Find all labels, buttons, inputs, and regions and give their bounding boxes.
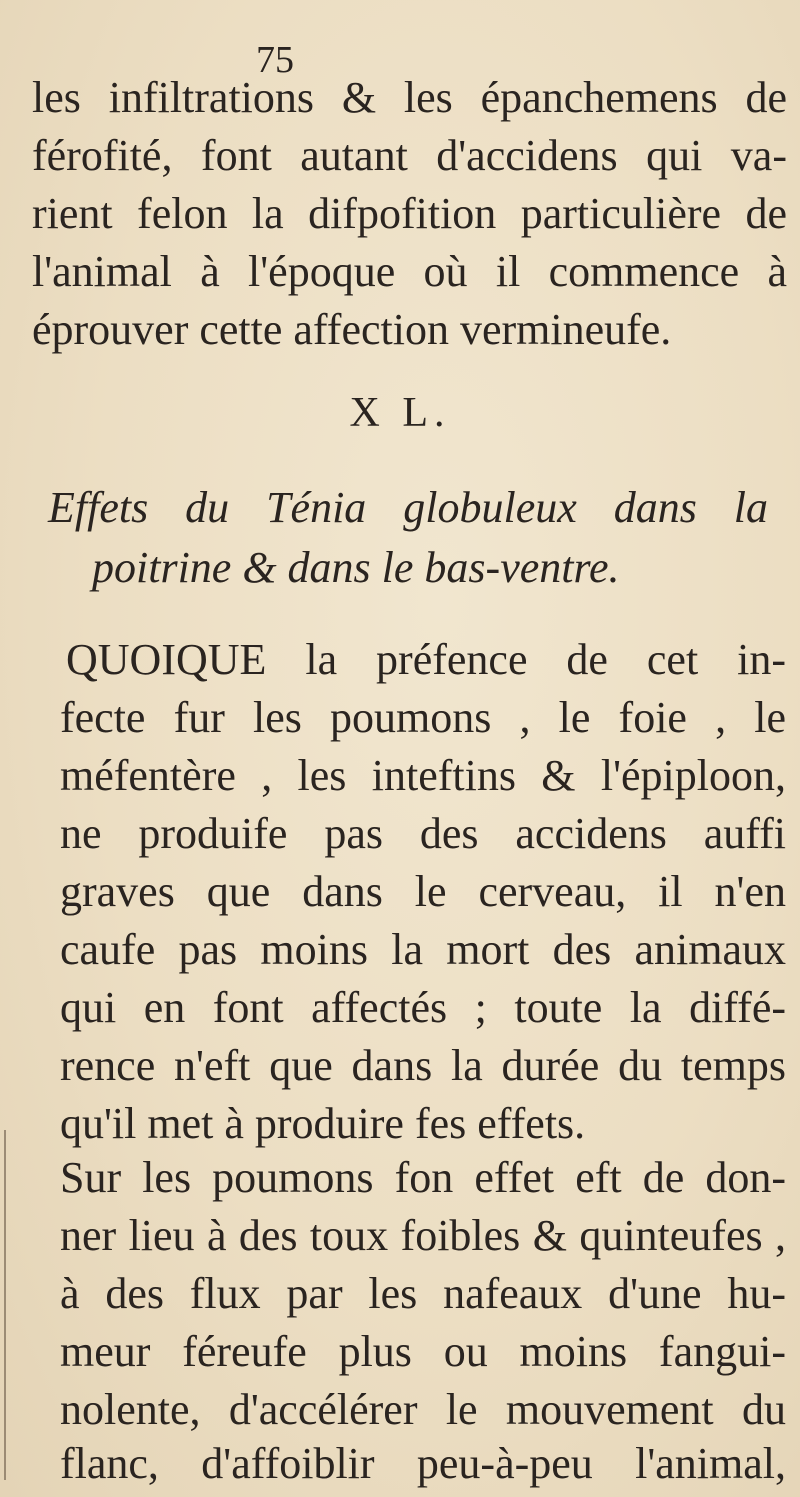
body-line-2: fecte fur les poumons , le foie , le — [60, 693, 786, 742]
body-line-8: rence n'eft que dans la durée du temps — [60, 1041, 786, 1090]
body-line-15: flanc, d'affoiblir peu-à-peu l'animal, — [60, 1439, 786, 1488]
body-line-3: méfentère , les inteftins & l'épiploon, — [60, 751, 786, 800]
intro-line-5: éprouver cette affection vermineufe. — [32, 305, 672, 354]
page-number: 75 — [256, 39, 294, 81]
section-title-line-2: poitrine & dans le bas-ventre. — [92, 543, 620, 592]
body-line-5: graves que dans le cerveau, il n'en — [60, 867, 786, 916]
intro-line-3: rient felon la difpofition particulière de — [32, 189, 787, 238]
body-line-13: meur féreufe plus ou moins fangui- — [60, 1327, 786, 1376]
page-edge-rule — [4, 1130, 6, 1480]
body-line-7: qui en font affectés ; toute la diffé- — [60, 983, 786, 1032]
intro-line-1: les infiltrations & les épanchemens de — [32, 73, 787, 122]
body-line-12: à des flux par les nafeaux d'une hu- — [60, 1269, 786, 1318]
intro-line-4: l'animal à l'époque où il commence à — [32, 247, 787, 296]
body-line-11: ner lieu à des toux foibles & quinteufes , — [60, 1211, 786, 1260]
body-line-4: ne produife pas des accidens auffi — [60, 809, 786, 858]
section-title-line-1: Effets du Ténia globuleux dans la — [48, 483, 768, 532]
body-line-1: QUOIQUE la préfence de cet in- — [66, 635, 786, 684]
body-line-10: Sur les poumons fon effet eft de don- — [60, 1153, 786, 1202]
body-line-9: qu'il met à produire fes effets. — [60, 1099, 586, 1148]
body-line-6: caufe pas moins la mort des animaux — [60, 925, 786, 974]
body-line-14: nolente, d'accélérer le mouvement du — [60, 1385, 786, 1434]
section-number: X L. — [349, 390, 451, 436]
intro-line-2: férofité, font autant d'accidens qui va- — [32, 131, 787, 180]
